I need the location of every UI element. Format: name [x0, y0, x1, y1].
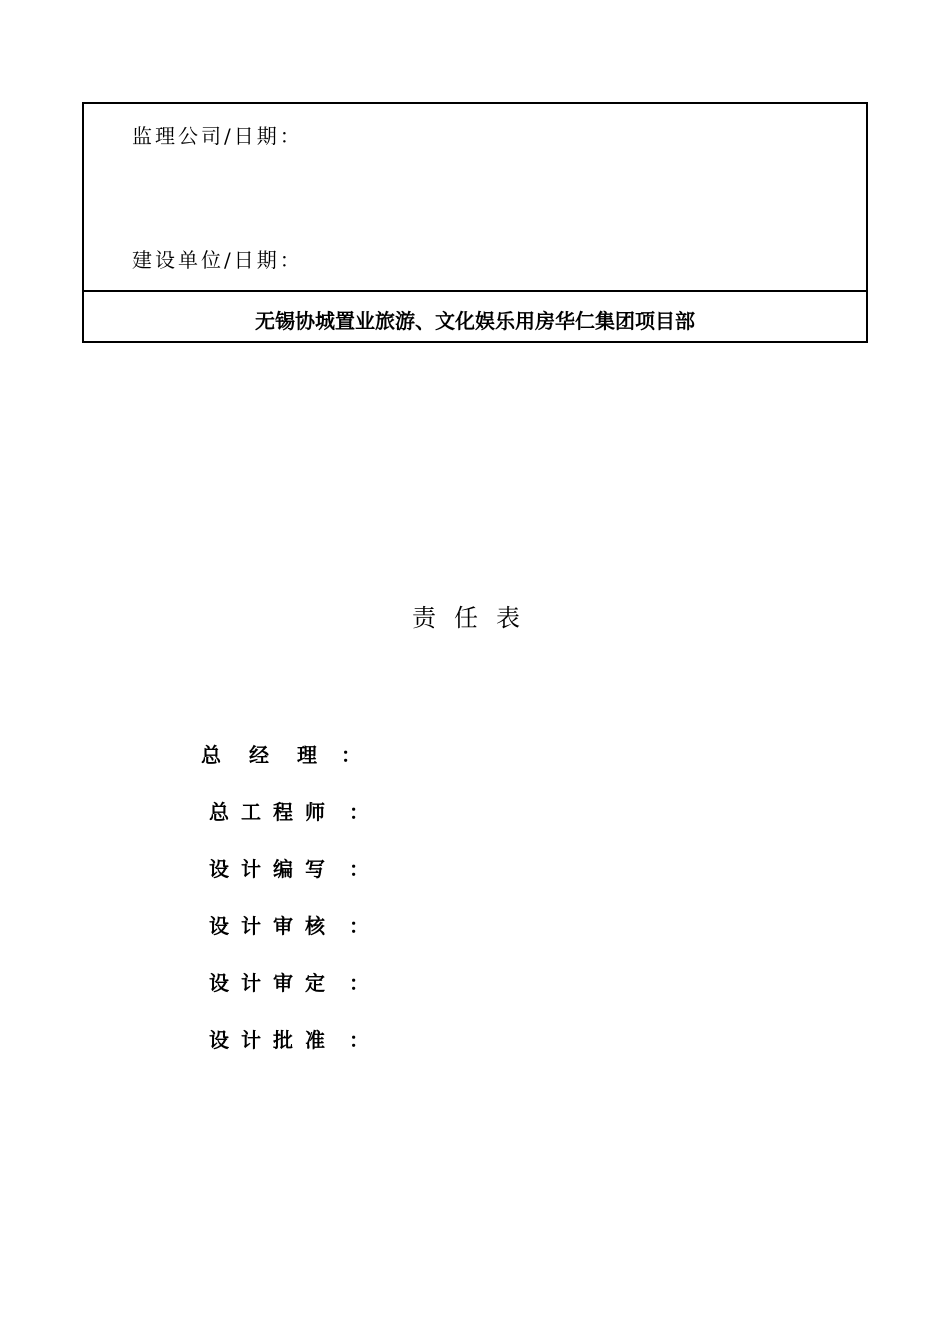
role-label: 总经理	[201, 742, 345, 767]
role-colon: ：	[341, 742, 361, 767]
role-row-design-review	[201, 909, 369, 939]
signature-box	[82, 102, 868, 343]
project-name: 无锡协城置业旅游、文化娱乐用房华仁集团项目部	[255, 309, 695, 333]
role-row-general-manager	[201, 738, 361, 768]
role-colon: ：	[349, 970, 369, 995]
supervisor-signature-label: 监理公司/日期：	[132, 124, 303, 148]
role-colon: ：	[349, 799, 369, 824]
role-colon: ：	[349, 1027, 369, 1052]
role-row-chief-engineer	[201, 795, 369, 825]
role-label: 设计批准	[209, 1027, 337, 1052]
role-colon: ：	[349, 913, 369, 938]
role-label: 设计审定	[209, 970, 337, 995]
box-divider	[84, 290, 866, 292]
role-label: 设计审核	[209, 913, 337, 938]
role-label: 总工程师	[209, 799, 337, 824]
role-label: 设计编写	[209, 856, 337, 881]
role-row-design-approval	[201, 1023, 369, 1053]
owner-signature-label: 建设单位/日期：	[132, 248, 303, 272]
role-colon: ：	[349, 856, 369, 881]
responsibility-table-title: 责任表	[412, 604, 538, 632]
role-row-design-author	[201, 852, 369, 882]
role-row-design-verification	[201, 966, 369, 996]
